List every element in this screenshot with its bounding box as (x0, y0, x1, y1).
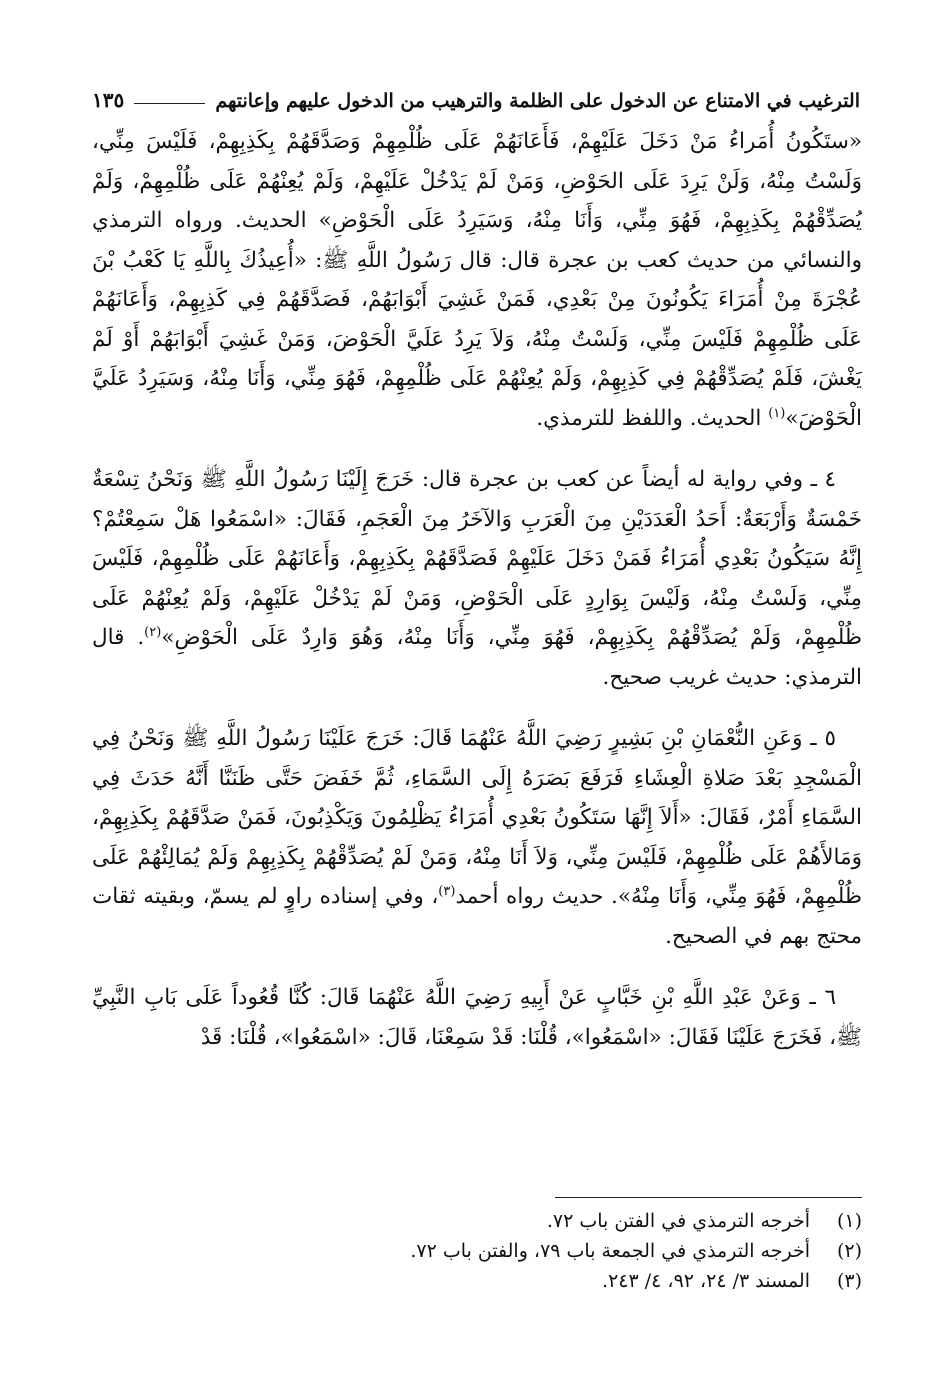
footnote-number: (١) (836, 1210, 862, 1232)
running-header (92, 78, 860, 112)
paragraph-tail: ، وفي إسناده راوٍ لم يسمّ، وبقيته ثقات محتج بهم في الصحيح. (92, 884, 862, 949)
paragraph-hadith-4 (92, 460, 862, 697)
footnote-separator (555, 1197, 862, 1198)
paragraph-continued (92, 122, 862, 438)
paragraph-text: ٦ ـ وَعَنْ عَبْدِ اللَّهِ بْنِ خَبَّابٍ عَنْ أَبِيهِ رَضِيَ اللَّهُ عَنْهُمَا قَالَ: كُنَّا قُعُوداً عَلَى بَابِ النَّبِيِّ ﷺ، فَخَرَجَ عَلَيْنَا فَقَالَ: «اسْمَعُوا»، قُلْنَا: قَدْ سَمِعْنَا، قَالَ: «اسْمَعُوا»، قُلْنَا: قَدْ (92, 985, 862, 1050)
footnote-text: أخرجه الترمذي في الجمعة باب ٧٩، والفتن باب ٧٢. (410, 1240, 810, 1262)
header-rule (134, 103, 205, 104)
paragraph-tail: . قال الترمذي: حديث غريب صحيح. (92, 625, 862, 690)
footnote-number: (٣) (836, 1270, 862, 1292)
header-title: الترغيب في الامتناع عن الدخول على الظلمة والترهيب من الدخول عليهم وإعانتهم (215, 90, 860, 112)
footnote-ref: (١) (768, 405, 786, 421)
footnotes (92, 1206, 862, 1296)
paragraph-text: «ستَكُونُ أُمَراءُ مَنْ دَخَلَ عَلَيْهِمْ، فَأَعَانَهُمْ عَلَى ظُلْمِهِمْ وَصَدَّقَهُمْ بِكَذِبِهِمْ، فَلَيْسَ مِنِّي، وَلَسْتُ مِنْهُ، وَلَنْ يَرِدَ عَلَى الحَوْضِ، وَمَنْ لَمْ يَدْخُلْ عَلَيْهِمْ، وَلَمْ يُعِنْهُمْ عَلَى ظُلْمِهِمْ، وَلَمْ يُصَدِّقْهُمْ بِكَذِبِهِمْ، فَهُوَ مِنِّي، وَأَنَا مِنْهُ، وَسَيَرِدُ عَلَى الْحَوْضِ» الحديث. ورواه الترمذي والنسائي من حديث كعب بن عجرة قال: قال رَسُولُ اللَّهِ ﷺ: «أُعِيذُكَ بِاللَّهِ يَا كَعْبُ بْنَ عُجْرَةَ مِنْ أُمَرَاءَ يَكُونُونَ مِنْ بَعْدِي، فَمَنْ غَشِيَ أَبْوَابَهُمْ، فَصَدَّقَهُمْ فِي كَذِبِهِمْ، وَأَعَانَهُمْ عَلَى ظُلْمِهِمْ فَلَيْسَ مِنِّي، وَلَسْتُ مِنْهُ، وَلاَ يَرِدُ عَلَيَّ الْحَوْضَ، وَمَنْ غَشِيَ أَبْوَابَهُمْ أَوْ لَمْ يَغْشَ، فَلَمْ يُصَدِّقْهُمْ فِي كَذِبِهِمْ، وَلَمْ يُعِنْهُمْ عَلَى ظُلْمِهِمْ، فَهُوَ مِنِّي، وَأَنَا مِنْهُ، وَسَيَرِدُ عَلَيَّ الْحَوْضَ» (92, 129, 862, 431)
main-text (92, 122, 862, 1079)
footnote-number: (٢) (836, 1240, 862, 1262)
paragraph-text: ٤ ـ وفي رواية له أيضاً عن كعب بن عجرة قال: خَرَجَ إِلَيْنَا رَسُولُ اللَّهِ ﷺ وَنَحْنُ تِسْعَةٌ خَمْسَةٌ وَأَرْبَعَةٌ: أَحَدُ الْعَدَدَيْنِ مِنَ الْعَرَبِ وَالآخَرُ مِنَ الْعَجَمِ، فَقَالَ: «اسْمَعُوا هَلْ سَمِعْتُمْ؟ إِنَّهُ سَيَكُونُ بَعْدِي أُمَرَاءُ فَمَنْ دَخَلَ عَلَيْهِمْ فَصَدَّقَهُمْ بِكَذِبِهِمْ، وَأَعَانَهُمْ عَلَى ظُلْمِهِمْ، فَلَيْسَ مِنِّي، وَلَسْتُ مِنْهُ، وَلَيْسَ بِوَارِدٍ عَلَى الْحَوْضِ، وَمَنْ لَمْ يَدْخُلْ عَلَيْهِمْ، وَلَمْ يُعِنْهُمْ عَلَى ظُلْمِهِمْ، وَلَمْ يُصَدِّقْهُمْ بِكَذِبِهِمْ، فَهُوَ مِنِّي، وَأَنَا مِنْهُ، وَهُوَ وَارِدٌ عَلَى الْحَوْضِ» (92, 467, 862, 650)
footnote-ref: (٣) (438, 883, 456, 899)
footnote-item (92, 1236, 862, 1266)
paragraph-text: ٥ ـ وَعَنِ النُّعْمَانِ بْنِ بَشِيرٍ رَضِيَ اللَّهُ عَنْهُمَا قَالَ: خَرَجَ عَلَيْنَا رَسُولُ اللَّهِ ﷺ وَنَحْنُ فِي الْمَسْجِدِ بَعْدَ صَلاةِ الْعِشَاءِ فَرَفَعَ بَصَرَهُ إِلَى السَّمَاءِ، ثُمَّ خَفَضَ حَتَّى ظَنَنَّا أَنَّهُ حَدَثَ فِي السَّمَاءِ أَمْرٌ، فَقَالَ: «أَلاَ إِنَّهَا سَتَكُونُ بَعْدِي أُمَرَاءُ يَظْلِمُونَ وَيَكْذِبُونَ، فَمَنْ صَدَّقَهُمْ بِكَذِبِهِمْ، وَمَالأَهُمْ عَلَى ظُلْمِهِمْ، فَلَيْسَ مِنِّي، وَلاَ أَنَا مِنْهُ، وَمَنْ لَمْ يُصَدِّقْهُمْ بِكَذِبِهِمْ وَلَمْ يُمَالِئْهُمْ عَلَى ظُلْمِهِمْ، فَهُوَ مِنِّي، وَأَنَا مِنْهُ». حديث رواه أحمد (92, 726, 862, 909)
footnote-ref: (٢) (144, 624, 162, 640)
footnote-text: أخرجه الترمذي في الفتن باب ٧٢. (546, 1210, 810, 1232)
paragraph-tail: الحديث. واللفظ للترمذي. (536, 405, 769, 431)
paragraph-hadith-6 (92, 978, 862, 1057)
paragraph-hadith-5 (92, 719, 862, 956)
footnote-item (92, 1206, 862, 1236)
footnote-text: المسند ٣/ ٢٤، ٩٢، ٤/ ٢٤٣. (602, 1270, 810, 1292)
footnote-item (92, 1266, 862, 1296)
page-number: ١٣٥ (92, 88, 125, 112)
